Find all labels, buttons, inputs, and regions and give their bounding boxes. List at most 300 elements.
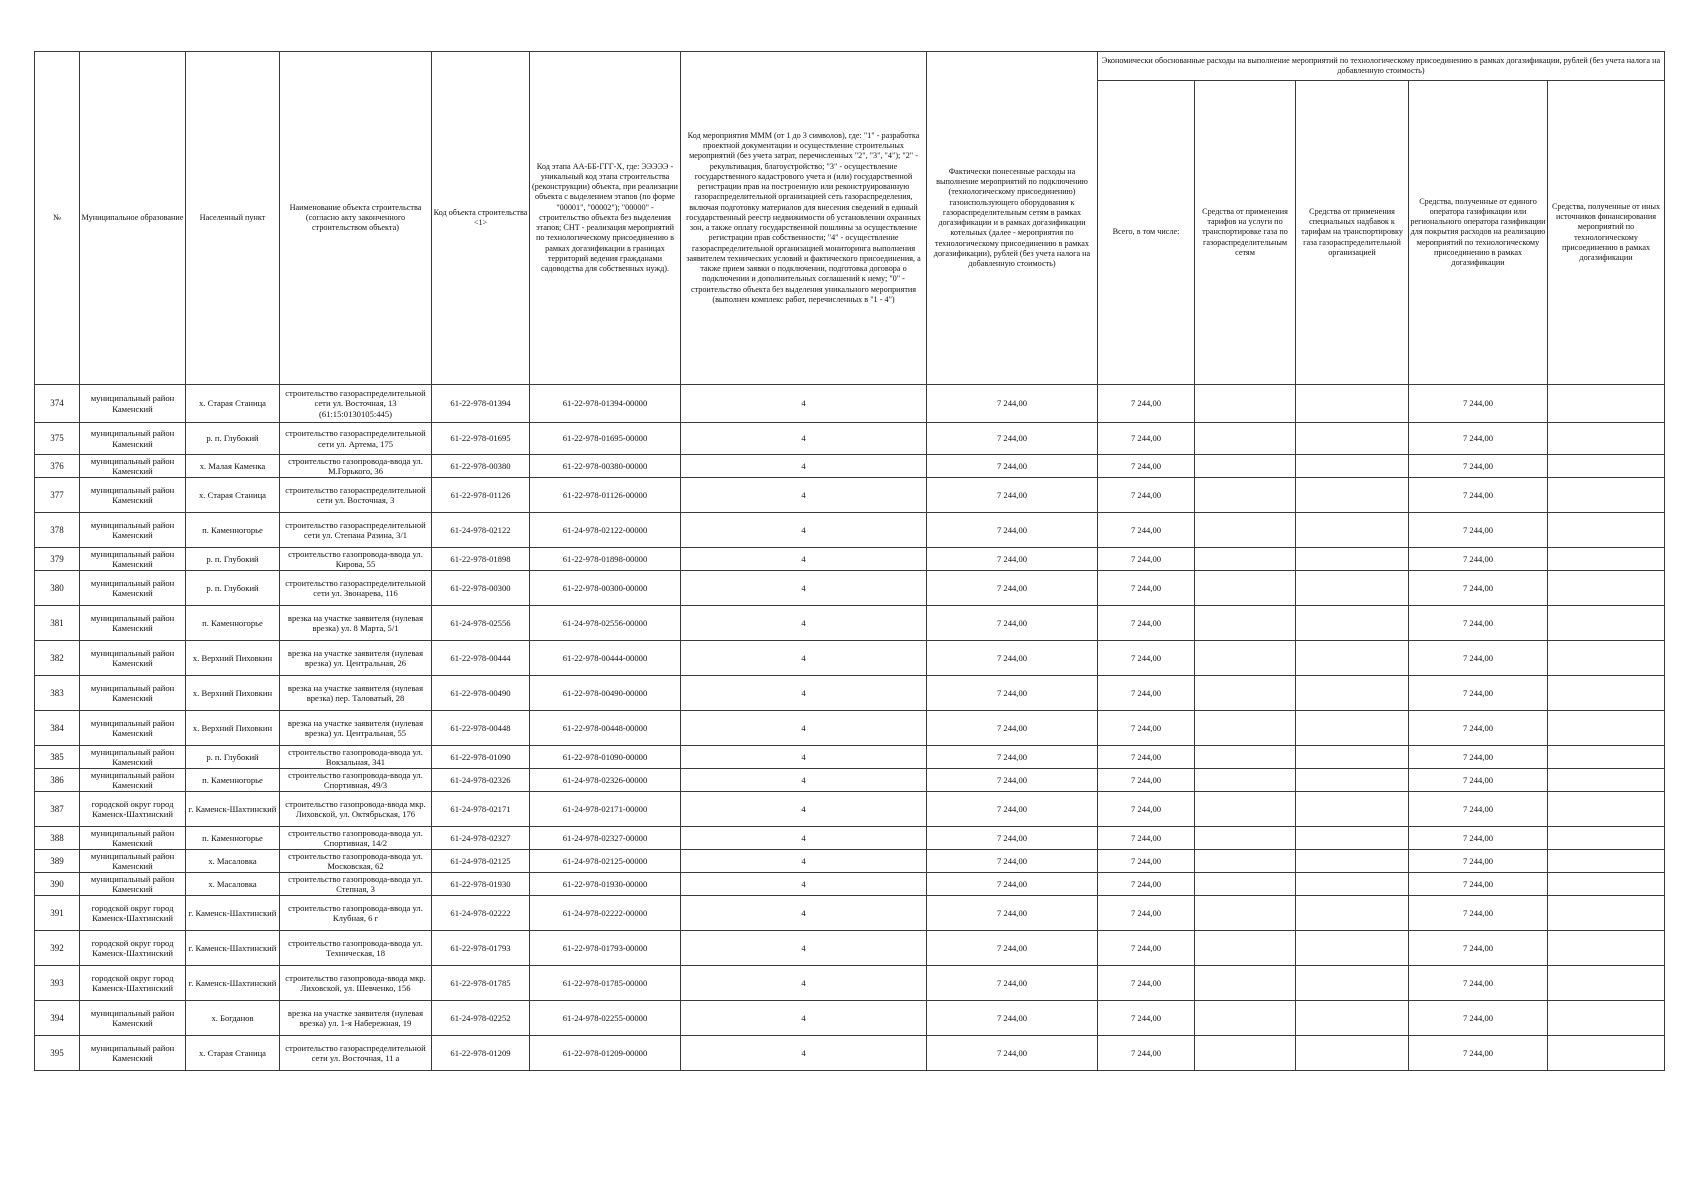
object-name-cell: строительство газопровода-ввода ул. Кирова, 55 xyxy=(280,548,432,571)
settlement-cell: г. Каменск-Шахтинский xyxy=(186,931,280,966)
table-row xyxy=(35,571,1665,606)
surcharges-cell xyxy=(1296,746,1409,769)
tariffs-cell xyxy=(1195,513,1296,548)
object-code-cell: 61-24-978-02222 xyxy=(432,896,530,931)
total-cell: 7 244,00 xyxy=(1098,792,1195,827)
header-tariffs: Средства от применения тарифов на услуги по транспортировке газа по газораспределительным сетям xyxy=(1195,81,1296,385)
other-cell xyxy=(1548,711,1665,746)
surcharges-cell xyxy=(1296,641,1409,676)
other-cell xyxy=(1548,1001,1665,1036)
other-cell xyxy=(1548,548,1665,571)
settlement-cell: п. Каменногорье xyxy=(186,827,280,850)
row-number: 392 xyxy=(35,931,80,966)
event-code-cell: 4 xyxy=(681,385,927,423)
municipality-cell: городской округ город Каменск-Шахтинский xyxy=(80,896,186,931)
municipality-cell: муниципальный район Каменский xyxy=(80,548,186,571)
row-number: 383 xyxy=(35,676,80,711)
object-name-cell: врезка на участке заявителя (нулевая врезка) ул. Центральная, 55 xyxy=(280,711,432,746)
row-number: 395 xyxy=(35,1036,80,1071)
tariffs-cell xyxy=(1195,711,1296,746)
operator-cell: 7 244,00 xyxy=(1409,931,1548,966)
object-code-cell: 61-22-978-00444 xyxy=(432,641,530,676)
actual-costs-cell: 7 244,00 xyxy=(927,1036,1098,1071)
settlement-cell: х. Старая Станица xyxy=(186,385,280,423)
object-code-cell: 61-24-978-02327 xyxy=(432,827,530,850)
stage-code-cell: 61-24-978-02125-00000 xyxy=(530,850,681,873)
operator-cell: 7 244,00 xyxy=(1409,1001,1548,1036)
object-name-cell: строительство газопровода-ввода мкр. Лиховской, ул. Шевченко, 156 xyxy=(280,966,432,1001)
row-number: 376 xyxy=(35,455,80,478)
object-code-cell: 61-22-978-00490 xyxy=(432,676,530,711)
municipality-cell: муниципальный район Каменский xyxy=(80,711,186,746)
table-row xyxy=(35,792,1665,827)
actual-costs-cell: 7 244,00 xyxy=(927,423,1098,455)
municipality-cell: городской округ город Каменск-Шахтинский xyxy=(80,792,186,827)
stage-code-cell: 61-22-978-01090-00000 xyxy=(530,746,681,769)
tariffs-cell xyxy=(1195,641,1296,676)
surcharges-cell xyxy=(1296,455,1409,478)
actual-costs-cell: 7 244,00 xyxy=(927,641,1098,676)
actual-costs-cell: 7 244,00 xyxy=(927,1001,1098,1036)
municipality-cell: муниципальный район Каменский xyxy=(80,850,186,873)
other-cell xyxy=(1548,455,1665,478)
actual-costs-cell: 7 244,00 xyxy=(927,931,1098,966)
total-cell: 7 244,00 xyxy=(1098,423,1195,455)
operator-cell: 7 244,00 xyxy=(1409,423,1548,455)
row-number: 379 xyxy=(35,548,80,571)
stage-code-cell: 61-22-978-01898-00000 xyxy=(530,548,681,571)
surcharges-cell xyxy=(1296,513,1409,548)
event-code-cell: 4 xyxy=(681,676,927,711)
total-cell: 7 244,00 xyxy=(1098,931,1195,966)
tariffs-cell xyxy=(1195,769,1296,792)
municipality-cell: муниципальный район Каменский xyxy=(80,676,186,711)
total-cell: 7 244,00 xyxy=(1098,850,1195,873)
object-name-cell: строительство газораспределительной сети ул. Восточная, 3 xyxy=(280,478,432,513)
object-code-cell: 61-22-978-01126 xyxy=(432,478,530,513)
other-cell xyxy=(1548,896,1665,931)
settlement-cell: х. Старая Станица xyxy=(186,1036,280,1071)
event-code-cell: 4 xyxy=(681,792,927,827)
object-name-cell: строительство газопровода-ввода мкр. Лиховской, ул. Октябрьская, 176 xyxy=(280,792,432,827)
event-code-cell: 4 xyxy=(681,606,927,641)
object-name-cell: строительство газопровода-ввода ул. Клубная, 6 г xyxy=(280,896,432,931)
object-code-cell: 61-22-978-01898 xyxy=(432,548,530,571)
other-cell xyxy=(1548,746,1665,769)
total-cell: 7 244,00 xyxy=(1098,873,1195,896)
header-surcharges: Средства от применения специальных надбавок к тарифам на транспортировку газа газораспределительной организацией xyxy=(1296,81,1409,385)
object-code-cell: 61-22-978-01394 xyxy=(432,385,530,423)
object-code-cell: 61-22-978-01695 xyxy=(432,423,530,455)
header-event-code: Код мероприятия МММ (от 1 до 3 символов), где: "1" - разработка проектной документации и осуществление строительных мероприятий (без учета затрат, перечисленных "2", "3", "4"); "2" - рекультивация, благоустройство; "3" - осуществление государственного кадастрового учета и (или) государственной регистрации прав на построенную или реконструированную газораспределительной организацией сеть газораспределения, включая подготовку материалов для внесения сведений в единый государственный реестр недвижимости об установлении охранных зон, а также оплату государственной пошлины за осуществление регистрации прав собственности; "4" - осуществление газораспределительной организацией мониторинга выполнения заявителем технических условий и фактического присоединения, а также прием заявки о подключении, подготовка договора о подключении и дополнительных соглашений к нему; "0" - строительство объекта без выделения уникального мероприятия (выполнен комплекс работ, перечисленных в "1 - 4") xyxy=(681,52,927,385)
table-row xyxy=(35,423,1665,455)
surcharges-cell xyxy=(1296,1001,1409,1036)
stage-code-cell: 61-22-978-01930-00000 xyxy=(530,873,681,896)
tariffs-cell xyxy=(1195,606,1296,641)
object-name-cell: строительство газопровода-ввода ул. Техническая, 18 xyxy=(280,931,432,966)
event-code-cell: 4 xyxy=(681,641,927,676)
total-cell: 7 244,00 xyxy=(1098,478,1195,513)
other-cell xyxy=(1548,792,1665,827)
surcharges-cell xyxy=(1296,792,1409,827)
table-row xyxy=(35,478,1665,513)
actual-costs-cell: 7 244,00 xyxy=(927,676,1098,711)
municipality-cell: муниципальный район Каменский xyxy=(80,1001,186,1036)
surcharges-cell xyxy=(1296,873,1409,896)
object-name-cell: строительство газопровода-ввода ул. М.Горького, 36 xyxy=(280,455,432,478)
table-row xyxy=(35,896,1665,931)
municipality-cell: муниципальный район Каменский xyxy=(80,641,186,676)
total-cell: 7 244,00 xyxy=(1098,746,1195,769)
tariffs-cell xyxy=(1195,896,1296,931)
municipality-cell: муниципальный район Каменский xyxy=(80,423,186,455)
event-code-cell: 4 xyxy=(681,711,927,746)
object-name-cell: строительство газопровода-ввода ул. Вокзальная, 341 xyxy=(280,746,432,769)
operator-cell: 7 244,00 xyxy=(1409,513,1548,548)
row-number: 391 xyxy=(35,896,80,931)
total-cell: 7 244,00 xyxy=(1098,455,1195,478)
surcharges-cell xyxy=(1296,769,1409,792)
other-cell xyxy=(1548,769,1665,792)
table-row xyxy=(35,385,1665,423)
settlement-cell: г. Каменск-Шахтинский xyxy=(186,792,280,827)
event-code-cell: 4 xyxy=(681,455,927,478)
total-cell: 7 244,00 xyxy=(1098,896,1195,931)
total-cell: 7 244,00 xyxy=(1098,769,1195,792)
municipality-cell: городской округ город Каменск-Шахтинский xyxy=(80,931,186,966)
object-name-cell: врезка на участке заявителя (нулевая врезка) ул. Центральная, 26 xyxy=(280,641,432,676)
tariffs-cell xyxy=(1195,931,1296,966)
header-group-economic-costs: Экономически обоснованные расходы на выполнение мероприятий по технологическому присоединению в рамках догазификации, рублей (без учета налога на добавленную стоимость) xyxy=(1098,52,1665,81)
row-number: 375 xyxy=(35,423,80,455)
municipality-cell: муниципальный район Каменский xyxy=(80,513,186,548)
object-name-cell: строительство газопровода-ввода ул. Спортивная, 49/3 xyxy=(280,769,432,792)
surcharges-cell xyxy=(1296,1036,1409,1071)
row-number: 377 xyxy=(35,478,80,513)
header-stage-code: Код этапа АА-ББ-ГГГ-Х, где: ЭЭЭЭЭ - уникальный код этапа строительства (реконструкции) объекта, при реализации объекта с выделением этапов (по форме "00001", "00002"); "00000" - строительство объекта без выделения этапов; СНТ - реализация мероприятий по технологическому присоединению в рамках догазификации в границах территорий ведения гражданами садоводства для собственных нужд). xyxy=(530,52,681,385)
operator-cell: 7 244,00 xyxy=(1409,827,1548,850)
settlement-cell: х. Верхний Пиховкин xyxy=(186,641,280,676)
surcharges-cell xyxy=(1296,385,1409,423)
row-number: 389 xyxy=(35,850,80,873)
actual-costs-cell: 7 244,00 xyxy=(927,873,1098,896)
object-code-cell: 61-22-978-01090 xyxy=(432,746,530,769)
settlement-cell: п. Каменногорье xyxy=(186,513,280,548)
municipality-cell: муниципальный район Каменский xyxy=(80,478,186,513)
gasification-costs-table xyxy=(34,51,1665,1071)
other-cell xyxy=(1548,850,1665,873)
operator-cell: 7 244,00 xyxy=(1409,966,1548,1001)
event-code-cell: 4 xyxy=(681,1001,927,1036)
object-name-cell: строительство газораспределительной сети ул. Артема, 175 xyxy=(280,423,432,455)
total-cell: 7 244,00 xyxy=(1098,1001,1195,1036)
table-body xyxy=(35,385,1665,1071)
table-row xyxy=(35,1036,1665,1071)
table-row xyxy=(35,746,1665,769)
total-cell: 7 244,00 xyxy=(1098,513,1195,548)
event-code-cell: 4 xyxy=(681,548,927,571)
row-number: 381 xyxy=(35,606,80,641)
actual-costs-cell: 7 244,00 xyxy=(927,571,1098,606)
stage-code-cell: 61-22-978-01394-00000 xyxy=(530,385,681,423)
total-cell: 7 244,00 xyxy=(1098,641,1195,676)
row-number: 388 xyxy=(35,827,80,850)
settlement-cell: п. Каменногорье xyxy=(186,606,280,641)
actual-costs-cell: 7 244,00 xyxy=(927,850,1098,873)
object-code-cell: 61-24-978-02326 xyxy=(432,769,530,792)
tariffs-cell xyxy=(1195,1001,1296,1036)
actual-costs-cell: 7 244,00 xyxy=(927,548,1098,571)
stage-code-cell: 61-22-978-00300-00000 xyxy=(530,571,681,606)
header-num: № xyxy=(35,52,80,385)
operator-cell: 7 244,00 xyxy=(1409,746,1548,769)
surcharges-cell xyxy=(1296,423,1409,455)
other-cell xyxy=(1548,827,1665,850)
header-operator: Средства, полученные от единого оператора газификации или регионального оператора газификации для покрытия расходов на реализацию мероприятий по технологическому присоединению в рамках догазификации xyxy=(1409,81,1548,385)
object-code-cell: 61-22-978-00448 xyxy=(432,711,530,746)
settlement-cell: р. п. Глубокий xyxy=(186,548,280,571)
object-code-cell: 61-22-978-01785 xyxy=(432,966,530,1001)
operator-cell: 7 244,00 xyxy=(1409,711,1548,746)
row-number: 384 xyxy=(35,711,80,746)
actual-costs-cell: 7 244,00 xyxy=(927,966,1098,1001)
total-cell: 7 244,00 xyxy=(1098,827,1195,850)
operator-cell: 7 244,00 xyxy=(1409,606,1548,641)
total-cell: 7 244,00 xyxy=(1098,676,1195,711)
settlement-cell: х. Масаловка xyxy=(186,850,280,873)
surcharges-cell xyxy=(1296,548,1409,571)
tariffs-cell xyxy=(1195,423,1296,455)
object-code-cell: 61-22-978-01793 xyxy=(432,931,530,966)
row-number: 378 xyxy=(35,513,80,548)
municipality-cell: городской округ город Каменск-Шахтинский xyxy=(80,966,186,1001)
other-cell xyxy=(1548,606,1665,641)
municipality-cell: муниципальный район Каменский xyxy=(80,1036,186,1071)
object-code-cell: 61-24-978-02252 xyxy=(432,1001,530,1036)
operator-cell: 7 244,00 xyxy=(1409,676,1548,711)
object-name-cell: строительство газопровода-ввода ул. Московская, 62 xyxy=(280,850,432,873)
operator-cell: 7 244,00 xyxy=(1409,850,1548,873)
object-code-cell: 61-22-978-00300 xyxy=(432,571,530,606)
actual-costs-cell: 7 244,00 xyxy=(927,746,1098,769)
tariffs-cell xyxy=(1195,455,1296,478)
object-name-cell: строительство газораспределительной сети ул. Звонарева, 116 xyxy=(280,571,432,606)
table-row xyxy=(35,548,1665,571)
object-code-cell: 61-24-978-02556 xyxy=(432,606,530,641)
tariffs-cell xyxy=(1195,548,1296,571)
operator-cell: 7 244,00 xyxy=(1409,873,1548,896)
stage-code-cell: 61-22-978-00380-00000 xyxy=(530,455,681,478)
tariffs-cell xyxy=(1195,746,1296,769)
event-code-cell: 4 xyxy=(681,513,927,548)
surcharges-cell xyxy=(1296,850,1409,873)
surcharges-cell xyxy=(1296,966,1409,1001)
tariffs-cell xyxy=(1195,478,1296,513)
event-code-cell: 4 xyxy=(681,423,927,455)
actual-costs-cell: 7 244,00 xyxy=(927,827,1098,850)
surcharges-cell xyxy=(1296,606,1409,641)
object-name-cell: строительство газопровода-ввода ул. Степная, 3 xyxy=(280,873,432,896)
actual-costs-cell: 7 244,00 xyxy=(927,792,1098,827)
row-number: 382 xyxy=(35,641,80,676)
header-municipality: Муниципальное образование xyxy=(80,52,186,385)
other-cell xyxy=(1548,423,1665,455)
tariffs-cell xyxy=(1195,1036,1296,1071)
header-row-top xyxy=(35,52,1665,81)
operator-cell: 7 244,00 xyxy=(1409,1036,1548,1071)
tariffs-cell xyxy=(1195,676,1296,711)
operator-cell: 7 244,00 xyxy=(1409,548,1548,571)
other-cell xyxy=(1548,478,1665,513)
header-object-name: Наименование объекта строительства (согласно акту законченного строительством объекта) xyxy=(280,52,432,385)
other-cell xyxy=(1548,571,1665,606)
stage-code-cell: 61-22-978-01695-00000 xyxy=(530,423,681,455)
tariffs-cell xyxy=(1195,966,1296,1001)
object-code-cell: 61-22-978-01930 xyxy=(432,873,530,896)
municipality-cell: муниципальный район Каменский xyxy=(80,827,186,850)
settlement-cell: р. п. Глубокий xyxy=(186,423,280,455)
table-row xyxy=(35,513,1665,548)
other-cell xyxy=(1548,385,1665,423)
actual-costs-cell: 7 244,00 xyxy=(927,455,1098,478)
total-cell: 7 244,00 xyxy=(1098,385,1195,423)
event-code-cell: 4 xyxy=(681,896,927,931)
other-cell xyxy=(1548,966,1665,1001)
total-cell: 7 244,00 xyxy=(1098,571,1195,606)
object-code-cell: 61-22-978-00380 xyxy=(432,455,530,478)
table-row xyxy=(35,827,1665,850)
settlement-cell: р. п. Глубокий xyxy=(186,571,280,606)
table-row xyxy=(35,606,1665,641)
actual-costs-cell: 7 244,00 xyxy=(927,513,1098,548)
table-row xyxy=(35,931,1665,966)
total-cell: 7 244,00 xyxy=(1098,1036,1195,1071)
other-cell xyxy=(1548,931,1665,966)
header-object-code: Код объекта строительства <1> xyxy=(432,52,530,385)
stage-code-cell: 61-22-978-01209-00000 xyxy=(530,1036,681,1071)
event-code-cell: 4 xyxy=(681,1036,927,1071)
other-cell xyxy=(1548,676,1665,711)
table-row xyxy=(35,711,1665,746)
settlement-cell: х. Масаловка xyxy=(186,873,280,896)
other-cell xyxy=(1548,513,1665,548)
other-cell xyxy=(1548,641,1665,676)
table-row xyxy=(35,455,1665,478)
stage-code-cell: 61-22-978-01793-00000 xyxy=(530,931,681,966)
table-row xyxy=(35,676,1665,711)
object-code-cell: 61-24-978-02125 xyxy=(432,850,530,873)
object-name-cell: строительство газораспределительной сети ул. Восточная, 13 (61:15:0130105:445) xyxy=(280,385,432,423)
operator-cell: 7 244,00 xyxy=(1409,455,1548,478)
operator-cell: 7 244,00 xyxy=(1409,792,1548,827)
settlement-cell: п. Каменногорье xyxy=(186,769,280,792)
event-code-cell: 4 xyxy=(681,850,927,873)
tariffs-cell xyxy=(1195,827,1296,850)
header-actual-costs: Фактически понесенные расходы на выполнение мероприятий по подключению (технологическому присоединению) газоиспользующего оборудования к газораспределительным сетям в рамках догазификации и в рамках догазификации котельных (далее - мероприятия по технологическому присоединению в рамках догазификации), рублей (без учета налога на добавленную стоимость) xyxy=(927,52,1098,385)
row-number: 390 xyxy=(35,873,80,896)
object-name-cell: врезка на участке заявителя (нулевая врезка) ул. 1-я Набережная, 19 xyxy=(280,1001,432,1036)
object-name-cell: строительство газораспределительной сети ул. Степана Разина, 3/1 xyxy=(280,513,432,548)
table-row xyxy=(35,769,1665,792)
tariffs-cell xyxy=(1195,850,1296,873)
municipality-cell: муниципальный район Каменский xyxy=(80,455,186,478)
event-code-cell: 4 xyxy=(681,873,927,896)
event-code-cell: 4 xyxy=(681,931,927,966)
surcharges-cell xyxy=(1296,827,1409,850)
stage-code-cell: 61-22-978-00448-00000 xyxy=(530,711,681,746)
object-name-cell: строительство газораспределительной сети ул. Восточная, 11 а xyxy=(280,1036,432,1071)
row-number: 387 xyxy=(35,792,80,827)
total-cell: 7 244,00 xyxy=(1098,548,1195,571)
header-total: Всего, в том числе: xyxy=(1098,81,1195,385)
settlement-cell: г. Каменск-Шахтинский xyxy=(186,896,280,931)
stage-code-cell: 61-24-978-02255-00000 xyxy=(530,1001,681,1036)
operator-cell: 7 244,00 xyxy=(1409,641,1548,676)
event-code-cell: 4 xyxy=(681,478,927,513)
surcharges-cell xyxy=(1296,676,1409,711)
total-cell: 7 244,00 xyxy=(1098,711,1195,746)
table-row xyxy=(35,1001,1665,1036)
stage-code-cell: 61-24-978-02222-00000 xyxy=(530,896,681,931)
municipality-cell: муниципальный район Каменский xyxy=(80,769,186,792)
object-code-cell: 61-22-978-01209 xyxy=(432,1036,530,1071)
settlement-cell: х. Богданов xyxy=(186,1001,280,1036)
row-number: 386 xyxy=(35,769,80,792)
operator-cell: 7 244,00 xyxy=(1409,769,1548,792)
total-cell: 7 244,00 xyxy=(1098,966,1195,1001)
actual-costs-cell: 7 244,00 xyxy=(927,385,1098,423)
stage-code-cell: 61-24-978-02327-00000 xyxy=(530,827,681,850)
table-row xyxy=(35,966,1665,1001)
other-cell xyxy=(1548,873,1665,896)
municipality-cell: муниципальный район Каменский xyxy=(80,571,186,606)
operator-cell: 7 244,00 xyxy=(1409,571,1548,606)
other-cell xyxy=(1548,1036,1665,1071)
operator-cell: 7 244,00 xyxy=(1409,896,1548,931)
table-header xyxy=(35,52,1665,385)
stage-code-cell: 61-22-978-00444-00000 xyxy=(530,641,681,676)
object-name-cell: строительство газопровода-ввода ул. Спортивная, 14/2 xyxy=(280,827,432,850)
settlement-cell: х. Малая Каменка xyxy=(186,455,280,478)
event-code-cell: 4 xyxy=(681,769,927,792)
municipality-cell: муниципальный район Каменский xyxy=(80,385,186,423)
stage-code-cell: 61-22-978-01785-00000 xyxy=(530,966,681,1001)
stage-code-cell: 61-24-978-02556-00000 xyxy=(530,606,681,641)
actual-costs-cell: 7 244,00 xyxy=(927,769,1098,792)
settlement-cell: х. Старая Станица xyxy=(186,478,280,513)
settlement-cell: р. п. Глубокий xyxy=(186,746,280,769)
header-settlement: Населенный пункт xyxy=(186,52,280,385)
surcharges-cell xyxy=(1296,931,1409,966)
table-row xyxy=(35,850,1665,873)
surcharges-cell xyxy=(1296,711,1409,746)
settlement-cell: г. Каменск-Шахтинский xyxy=(186,966,280,1001)
header-other: Средства, полученные от иных источников финансирования мероприятий по технологическому присоединению в рамках догазификации xyxy=(1548,81,1665,385)
table-row xyxy=(35,641,1665,676)
object-name-cell: врезка на участке заявителя (нулевая врезка) пер. Таловатый, 28 xyxy=(280,676,432,711)
row-number: 393 xyxy=(35,966,80,1001)
operator-cell: 7 244,00 xyxy=(1409,385,1548,423)
event-code-cell: 4 xyxy=(681,746,927,769)
settlement-cell: х. Верхний Пиховкин xyxy=(186,676,280,711)
total-cell: 7 244,00 xyxy=(1098,606,1195,641)
surcharges-cell xyxy=(1296,571,1409,606)
object-code-cell: 61-24-978-02171 xyxy=(432,792,530,827)
object-code-cell: 61-24-978-02122 xyxy=(432,513,530,548)
surcharges-cell xyxy=(1296,896,1409,931)
municipality-cell: муниципальный район Каменский xyxy=(80,873,186,896)
stage-code-cell: 61-24-978-02122-00000 xyxy=(530,513,681,548)
